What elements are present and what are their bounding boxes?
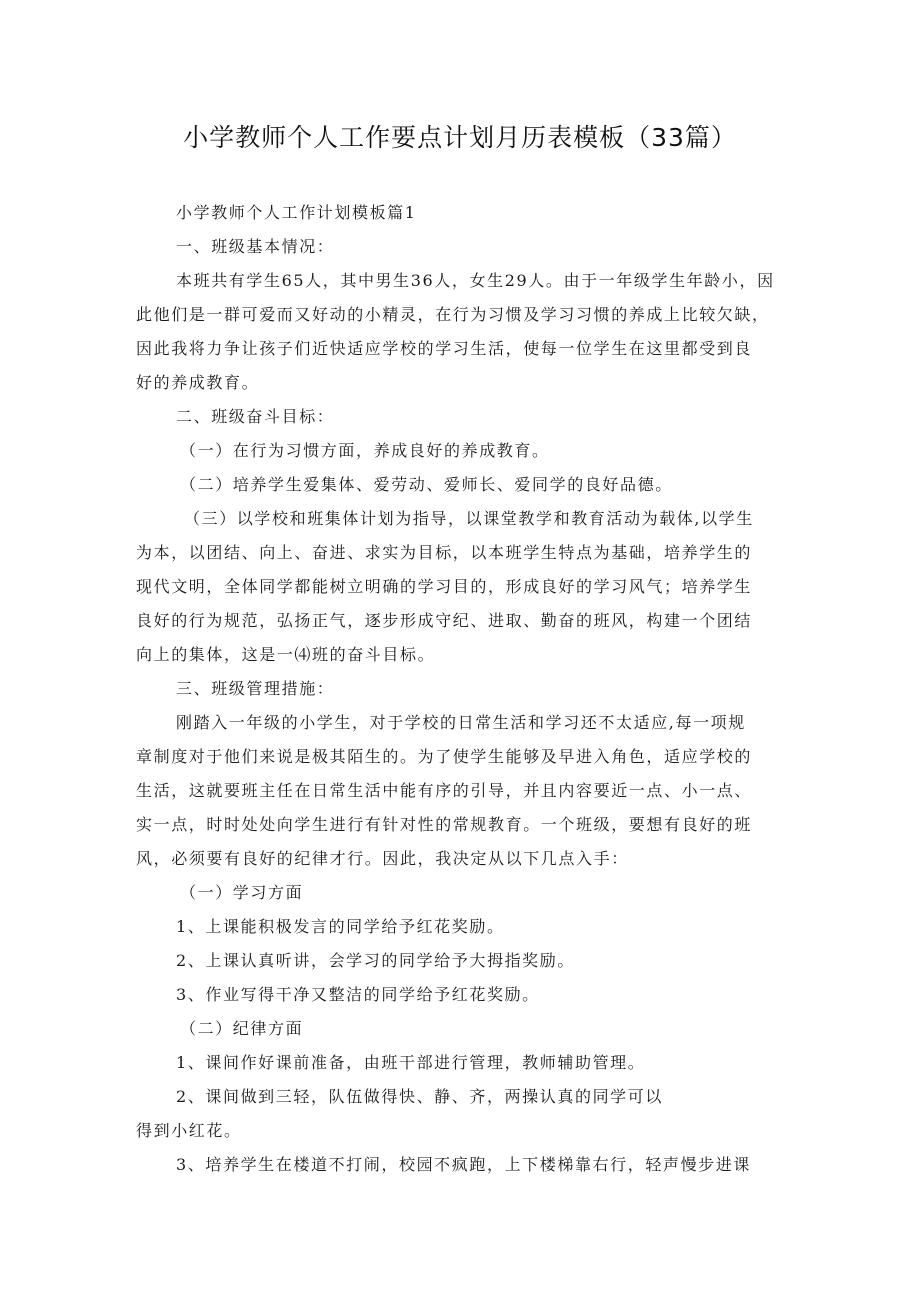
paragraph-line: 为本，以团结、向上、奋进、求实为目标，以本班学生特点为基础，培养学生的	[136, 543, 753, 562]
section-heading: 小学教师个人工作计划模板篇1	[176, 203, 417, 222]
subsection-heading: 三、班级管理措施：	[176, 679, 335, 698]
list-item: 1、课间作好课前准备，由班干部进行管理，教师辅助管理。	[176, 1053, 646, 1072]
paragraph-line: 好的养成教育。	[136, 373, 260, 392]
paragraph-line: 生活，这就要班主任在日常生活中能有序的引导，并且内容要近一点、小一点、	[136, 781, 753, 800]
paragraph-line: 向上的集体，这是一⑷班的奋斗目标。	[136, 645, 436, 664]
paragraph-line: （三）以学校和班集体计划为指导，以课堂教学和教育活动为载体,以学生	[184, 509, 754, 528]
paragraph-line: 良好的行为规范，弘扬正气，逐步形成守纪、进取、勤奋的班风，构建一个团结	[136, 611, 753, 630]
list-item: （二）培养学生爱集体、爱劳动、爱师长、爱同学的良好品德。	[180, 475, 673, 494]
list-heading: （一）学习方面	[180, 883, 304, 902]
list-heading: （二）纪律方面	[180, 1019, 304, 1038]
list-item: 3、培养学生在楼道不打闹，校园不疯跑，上下楼梯靠右行，轻声慢步进课	[176, 1155, 751, 1174]
subsection-heading: 二、班级奋斗目标：	[176, 407, 335, 426]
list-item: 2、课间做到三轻，队伍做得快、静、齐，两操认真的同学可以	[176, 1087, 663, 1106]
list-item: 3、作业写得干净又整洁的同学给予红花奖励。	[176, 985, 540, 1004]
list-item: （一）在行为习惯方面，养成良好的养成教育。	[180, 441, 550, 460]
paragraph-line: 刚踏入一年级的小学生，对于学校的日常生活和学习还不太适应,每一项规	[176, 713, 746, 732]
paragraph-line: 本班共有学生65人，其中男生36人，女生29人。由于一年级学生年龄小，因	[176, 271, 775, 290]
subsection-heading: 一、班级基本情况：	[176, 237, 335, 256]
paragraph-line: 实一点，时时处处向学生进行有针对性的常规教育。一个班级，要想有良好的班	[136, 815, 753, 834]
paragraph-line: 风，必须要有良好的纪律才行。因此，我决定从以下几点入手：	[136, 849, 629, 868]
document-title: 小学教师个人工作要点计划月历表模板（33篇）	[183, 123, 737, 152]
paragraph-line: 现代文明，全体同学都能树立明确的学习目的，形成良好的学习风气；培养学生	[136, 577, 753, 596]
paragraph-line: 章制度对于他们来说是极其陌生的。为了使学生能够及早进入角色，适应学校的	[136, 747, 753, 766]
paragraph-line: 此他们是一群可爱而又好动的小精灵，在行为习惯及学习习惯的养成上比较欠缺，	[136, 305, 770, 324]
list-item: 2、上课认真听讲，会学习的同学给予大拇指奖励。	[176, 951, 575, 970]
list-item: 1、上课能积极发言的同学给予红花奖励。	[176, 917, 505, 936]
paragraph-line: 因此我将力争让孩子们近快适应学校的学习生活，使每一位学生在这里都受到良	[136, 339, 753, 358]
document-body	[136, 196, 786, 1182]
paragraph-line: 得到小红花。	[136, 1121, 242, 1140]
